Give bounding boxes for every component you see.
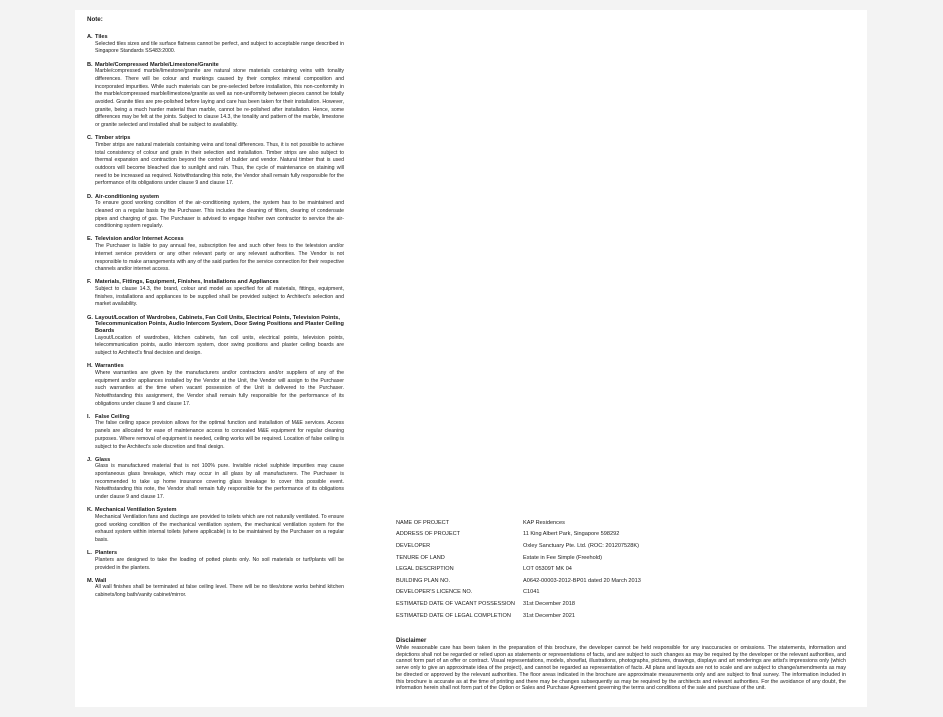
note-title: Layout/Location of Wardrobes, Cabinets, Fan Coil Units, Electrical Points, Television Points, Telecommunication Points, Audio Intercom System, Door Swing Positions and Plaster Ceiling Boards	[95, 314, 344, 334]
table-row	[396, 529, 723, 541]
table-row	[396, 540, 723, 552]
note-heading	[87, 414, 344, 421]
note-letter: J.	[87, 456, 92, 463]
note-item	[87, 363, 344, 408]
detail-value: Estate in Fee Simple (Freehold)	[523, 554, 602, 561]
detail-label: DEVELOPER	[396, 542, 431, 549]
note-item	[87, 315, 344, 358]
note-body: The false ceiling space provision allows for the optimal function and installation of M&E services. Access panels are allocated for ease of maintenance access to concealed M&E equipment for regular cleaning purposes. Where removal of equipment is needed, ceiling works will be required. Location of false ceiling is subject to the Architect's sole discretion and final design.	[95, 420, 344, 450]
detail-label: DEVELOPER'S LICENCE NO.	[396, 589, 473, 596]
note-letter: C.	[87, 135, 93, 142]
disclaimer-title: Disclaimer	[396, 638, 427, 644]
note-title: Marble/Compressed Marble/Limestone/Granite	[95, 61, 219, 68]
detail-value: 31st December 2021	[523, 612, 575, 619]
table-row	[396, 575, 723, 587]
table-row	[396, 610, 723, 622]
note-title: Planters	[95, 550, 118, 557]
note-title: False Ceiling	[95, 413, 130, 420]
notes-column	[87, 16, 344, 605]
note-heading	[87, 507, 344, 514]
note-body: Subject to clause 14.3, the brand, colour and model as specified for all materials, fittings, equipment, finishes, installations and appliances to be supplied shall be provided subject to Architect's selection and market availability.	[95, 286, 344, 308]
note-letter: E.	[87, 236, 93, 243]
note-item	[87, 135, 344, 188]
detail-label: TENURE OF LAND	[396, 554, 445, 561]
note-heading	[87, 315, 344, 335]
note-title: Wall	[95, 577, 107, 584]
detail-label: ADDRESS OF PROJECT	[396, 531, 461, 538]
note-item	[87, 62, 344, 130]
note-heading	[87, 457, 344, 464]
note-body: Layout/Location of wardrobes, kitchen cabinets, fan coil units, electrical points, television points, telecommunication points, audio intercom system, door swing positions and plaster ceiling boards are subject to Architect's final decision and design.	[95, 334, 344, 357]
table-row	[396, 552, 723, 564]
note-title: Television and/or Internet Access	[95, 236, 184, 243]
note-letter: F.	[87, 279, 92, 286]
table-row	[396, 563, 723, 575]
note-item	[87, 550, 344, 572]
detail-label: ESTIMATED DATE OF VACANT POSSESSION	[396, 600, 515, 607]
note-letter: G.	[87, 314, 93, 321]
note-item	[87, 236, 344, 274]
note-heading	[87, 363, 344, 370]
note-body: Selected tiles sizes and tile surface flatness cannot be perfect, and subject to acceptable range described in Singapore Standards SS483:2000.	[95, 40, 344, 55]
notes-heading: Note:	[87, 16, 103, 23]
note-heading	[87, 62, 344, 69]
detail-value: KAP Residences	[523, 519, 565, 526]
detail-label: BUILDING PLAN NO.	[396, 577, 451, 584]
note-heading	[87, 279, 344, 286]
note-body: Marble/compressed marble/limestone/granite are natural stone materials containing veins with tonality differences. There will be colour and markings caused by their complex mineral composition and incorporated impurities. While such materials can be pre-selected before installation, this non-conformity in the marble/compressed marble/limestone/granite as well as non-uniformity between pieces cannot be totally avoided. Granite tiles are pre-polished before laying and care has been taken for their installation. However, granite, being a much harder material than marble, cannot be re-polished after installation. Hence, some differences may be felt at the joints. Subject to clause 14.3, the tonality and pattern of the marble, limestone or granite selected and installed shall be subject to availability.	[95, 68, 344, 129]
note-body: To ensure good working condition of the air-conditioning system, the system has to be maintained and cleaned on a regular basis by the Purchaser. This includes the cleaning of filters, clearing of condensate pipes and charging of gas. The Purchaser is advised to engage his/her own contractor to service the air-conditioning system regularly.	[95, 200, 344, 230]
detail-value: A0642-00003-2012-BP01 dated 20 March 2013	[523, 577, 641, 584]
note-heading	[87, 135, 344, 142]
note-title: Materials, Fittings, Equipment, Finishes, Installations and Appliances	[95, 279, 279, 286]
note-letter: B.	[87, 61, 93, 68]
note-body: Where warranties are given by the manufacturers and/or contractors and/or suppliers of any of the equipment and/or appliances installed by the Vendor at the Unit, the Vendor will assign to the Purchaser such warranties at the time when vacant possession of the Unit is delivered to the Purchaser. Notwithstanding this assignment, the Vendor shall remain fully responsible for the performance of its obligations under clause 9 and clause 17.	[95, 369, 344, 407]
note-title: Tiles	[95, 34, 108, 40]
note-item	[87, 279, 344, 309]
note-body: The Purchaser is liable to pay annual fee, subscription fee and such other fees to the television and/or internet service providers or any other relevant party or any relevant authorities. The Vendor is not responsible to make arrangements with any of the said parties for the service connection for their respective channels and/or internet access.	[95, 243, 344, 273]
detail-value: 31st December 2018	[523, 600, 575, 607]
note-heading	[87, 194, 344, 201]
note-letter: M.	[87, 577, 94, 584]
notes-list	[87, 34, 344, 600]
note-body: Mechanical Ventilation fans and ductings are provided to toilets which are not naturally ventilated. To ensure good working condition of the mechanical ventilation system, the mechanical ventilation system for the exhaust system within internal toilets (where applicable) is to be maintained by the Purchaser on a regular basis.	[95, 513, 344, 544]
table-row	[396, 517, 723, 529]
note-body: Glass is manufactured material that is not 100% pure. Invisible nickel sulphide impurities may cause spontaneous glass breakage, which may occur in all glass by all manufacturers. The Purchaser is recommended to take up home insurance covering glass breakage to cover this possible event. Notwithstanding this note, the Vendor shall remain fully responsible for the performance of its obligations under clause 9 and clause 17.	[95, 463, 344, 501]
note-heading	[87, 34, 344, 41]
note-title: Timber strips	[95, 135, 131, 142]
note-item	[87, 34, 344, 56]
detail-label: ESTIMATED DATE OF LEGAL COMPLETION	[396, 612, 511, 619]
note-item	[87, 457, 344, 502]
note-item	[87, 194, 344, 232]
note-heading	[87, 578, 344, 585]
detail-label: LEGAL DESCRIPTION	[396, 566, 454, 573]
note-title: Warranties	[95, 363, 124, 370]
note-body: Planters are designed to take the loading of potted plants only. No soil materials or turf/plants will be provided in the planters.	[95, 556, 344, 571]
note-title: Air-conditioning system	[95, 193, 160, 200]
note-heading	[87, 236, 344, 243]
project-details-table	[396, 517, 723, 621]
note-item	[87, 414, 344, 452]
note-title: Glass	[95, 456, 111, 463]
note-item	[87, 578, 344, 600]
disclaimer-text: While reasonable care has been taken in the preparation of this brochure, the developer cannot be held responsible for any inaccuracies or omissions. The statements, information and depictions shall not be regarded or relied upon as statements or representations of facts, and are subject to such changes as may be required by the developer or the relevant authorities, and cannot form part of an offer or contract. Visual representations, models, showflat, illustrations, photographs, pictures, drawings, displays and art renderings are artist's impressions only (which serve only to give an approximate idea of the project), and cannot be regarded as representation of facts. All plans and layouts are not to scale and are subject to change/amendments as may be directed or approved by the relevant authorities. The floor areas indicated in the brochure are approximate measurements only and are subject to final survey. The information included in this brochure is accurate as at the time of printing and there may be changes subsequently as may be required by the architects and relevant authorities. For the avoidance of any doubt, the information herein shall not form part of the Option or Sales and Purchase Agreement governing the terms and conditions of the sale and purchase of the unit.	[396, 645, 846, 692]
note-body: All wall finishes shall be terminated at false ceiling level. There will be no tiles/stone works behind kitchen cabinets/long bath/vanity cabinet/mirror.	[95, 584, 344, 599]
note-letter: K.	[87, 507, 93, 514]
detail-value: LOT 05309T MK 04	[523, 566, 572, 573]
note-heading	[87, 550, 344, 557]
note-body: Timber strips are natural materials containing veins and tonal differences. Thus, it is not possible to achieve total consistency of colour and grain in their selection and installation. Timber strips are also subject to thermal expansion and contraction beyond the control of builder and vendor. Natural timber that is used outdoors will become bleached due to sunlight and rain. Thus, the cycle of maintenance on staining will need to be increased as required. Notwithstanding this note, the Vendor shall remain fully responsible for the performance of its obligations under clause 9 and clause 17.	[95, 141, 344, 187]
note-title: Mechanical Ventilation System	[95, 507, 177, 514]
detail-label: NAME OF PROJECT	[396, 519, 450, 526]
note-letter: L.	[87, 550, 92, 557]
disclaimer-block	[396, 637, 846, 692]
note-item	[87, 507, 344, 545]
note-letter: I.	[87, 413, 91, 420]
detail-value: 11 King Albert Park, Singapore 598292	[523, 531, 620, 538]
detail-value: C1041	[523, 589, 540, 596]
detail-value: Oxley Sanctuary Pte. Ltd. (ROC: 201207528K)	[523, 542, 639, 549]
table-row	[396, 598, 723, 610]
note-letter: D.	[87, 193, 93, 200]
note-letter: A.	[87, 34, 93, 40]
note-letter: H.	[87, 363, 93, 370]
document-page	[75, 10, 867, 707]
table-row	[396, 587, 723, 599]
